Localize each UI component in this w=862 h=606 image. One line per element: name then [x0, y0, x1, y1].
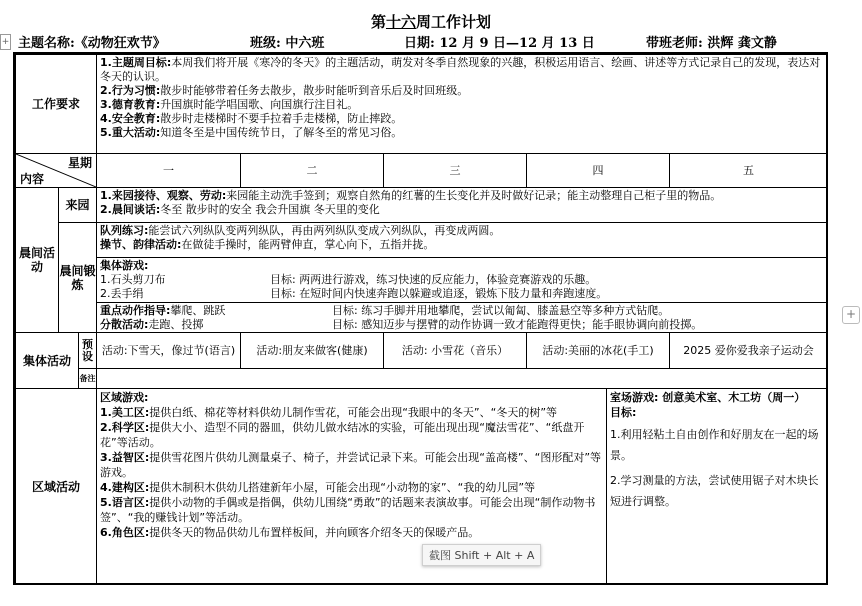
preset-label: 预设 [78, 332, 97, 369]
collective-activity-label: 集体活动 [15, 332, 79, 389]
day-header-tue: 二 [240, 153, 384, 188]
class-name: 班级: 中六班 [250, 36, 325, 51]
weekly-plan-table [13, 52, 828, 585]
date-range: 日期: 12 月 9 日—12 月 13 日 [404, 36, 595, 51]
page-title: 第十六周工作计划 [370, 13, 492, 31]
area-activity-label: 区域活动 [15, 388, 97, 585]
day-header-fri: 五 [669, 153, 828, 188]
work-requirements-content: 1.主题周目标:本周我们将开展《寒冷的冬天》的主题活动，萌发对冬季自然现象的兴趣，积极运用语言、绘画、讲述等方式记录自己的发现，表达对冬天的认识。 2.行为习惯:散步时能够带着任务去散步，散步时能听到音乐后及时回班级。 3.德育教育:升国旗时能学唱国歌、向国旗行注目礼。 4.安全教育:散步时走楼梯时不要手拉着手走楼梯，防止摔跤。 5.重大活动:知道冬至是中国传统节日，了解冬至的常见习俗。 [96, 54, 828, 154]
morning-exercise-label: 晨间锻炼 [58, 222, 97, 333]
theme-name: 主题名称:《动物狂欢节》 [18, 36, 166, 51]
add-column-button[interactable]: + [842, 306, 860, 324]
notes-label: 备注 [78, 368, 97, 389]
plan-mon: 活动:下雪天，像过节(语言) [96, 332, 241, 369]
plan-wed: 活动: 小雪花（音乐） [383, 332, 527, 369]
week-number: 十六 [385, 13, 416, 31]
queue-and-gym-content: 队列练习:能尝试六列纵队变两列纵队，再由两列纵队变成六列纵队，再变成两圆。 操节、韵律活动:在做徒手操时，能两臂伸直，掌心向下，五指并拢。 [96, 222, 828, 258]
plan-fri: 2025 爱你爱我亲子运动会 [669, 332, 828, 369]
arrival-label: 来园 [58, 187, 97, 223]
plan-tue: 活动:朋友来做客(健康) [240, 332, 384, 369]
teacher-names: 带班老师: 洪辉 龚文静 [646, 36, 777, 51]
day-header-thu: 四 [526, 153, 670, 188]
work-requirements-label: 工作要求 [15, 54, 97, 154]
room-games-content: 室场游戏: 创意美术室、木工坊（周一） 目标: 1.利用轻粘土自由创作和好朋友在一起的场景。 2.学习测量的方法，尝试使用锯子对木块长短进行调整。 [606, 388, 828, 585]
plan-thu: 活动:美丽的冰花(手工) [526, 332, 670, 369]
arrival-content: 1.来园接待、观察、劳动:来园能主动洗手签到；观察自然角的红薯的生长变化并及时做好记录；能主动整理自己柜子里的物品。 2.晨间谈话:冬至 散步时的安全 我会升国旗 冬天里的变化 [96, 187, 828, 223]
focus-and-scattered-content: 重点动作指导:攀爬、跳跃 目标: 练习手脚并用地攀爬，尝试以匍匐、膝盖悬空等多种方式钻爬。 分散活动:走跑、投掷 目标: 感知迈步与摆臂的动作协调一致才能跑得更快；能手眼协调向前投掷。 [96, 302, 828, 333]
table-move-handle[interactable]: + [0, 34, 11, 50]
plan-header [18, 32, 838, 50]
notes-content[interactable] [96, 368, 828, 389]
day-header-wed: 三 [383, 153, 527, 188]
day-header-mon: 一 [96, 153, 241, 188]
area-games-content: 区域游戏: 1.美工区:提供白纸、棉花等材料供幼儿制作雪花，可能会出现“我眼中的冬天”、“冬天的树”等 2.科学区:提供大小、造型不同的器皿，供幼儿做水结冰的实验，可能出现出现“魔法雪花”、“纸盘开花”等活动。 3.益智区:提供雪花图片供幼儿测量桌子、椅子，并尝试记录下来。可能会出现“盖高楼”、“图形配对”等游戏。 4.建构区:提供木制积木供幼儿搭建新年小屋，可能会出现“小动物的家”、“我的幼儿园”等 5.语言区:提供小动物的手偶或是指偶，供幼儿围绕“勇敢”的话题来表演故事。可能会出现“制作动物书签”、“我的赚钱计划”等活动。 6.角色区:提供冬天的物品供幼儿布置样板间，并向顾客介绍冬天的保暖产品。 [96, 388, 607, 585]
screenshot-tooltip: 截图 Shift + Alt + A [422, 544, 541, 566]
morning-activity-label: 晨间活动 [15, 187, 59, 333]
group-games-content: 集体游戏: 1.石头剪刀布 目标: 两两进行游戏，练习快速的反应能力，体验竞赛游戏的乐趣。 2.丢手绢 目标: 在短时间内快速奔跑以躲避或追逐，锻炼下肢力量和奔跑速度。 [96, 257, 828, 303]
weekday-corner-cell: 星期 内容 [15, 153, 97, 188]
